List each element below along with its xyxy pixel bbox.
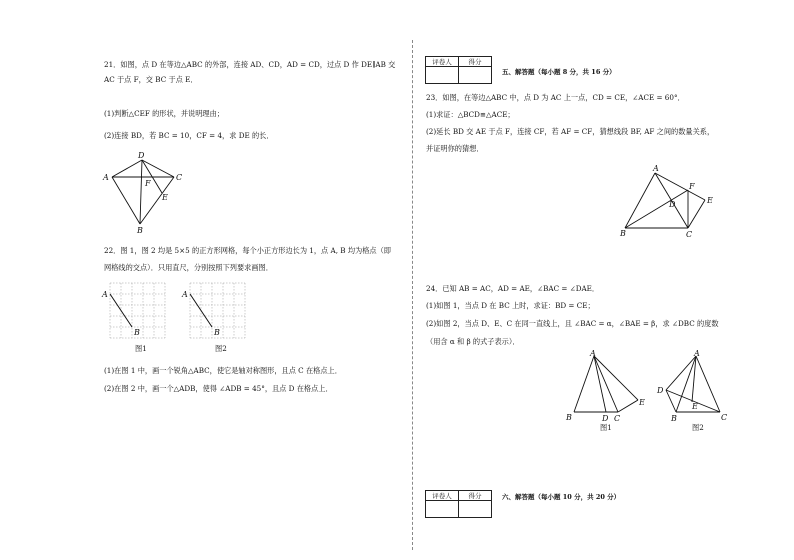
q23-part2b: 并证明你的猜想． [426,144,484,153]
q24-fig2-label-c: C [721,413,728,422]
reviewer-cell: 评卷人 [426,491,459,501]
q23-label-e: E [707,196,713,205]
q24-fig2-label-e: E [692,402,698,411]
q21-line1: 21．如图，点 D 在等边△ABC 的外部，连接 AD、CD，AD = CD，过点 D 作 DE∥AB 交 [104,60,396,69]
q23-label-a: A [653,164,659,173]
q24-fig1-caption: 图1 [600,423,612,432]
q22-fig2-label-a: A [182,290,188,299]
q24-part2a: (2)如图 2，当点 D、E、C 在同一直线上，且 ∠BAC = α，∠BAE = β，求 ∠DBC 的度数 [426,319,719,328]
q23-line1: 23．如图，在等边△ABC 中，点 D 为 AC 上一点，CD = CE，∠ACE = 60°． [426,93,685,102]
q21-label-f: F [145,179,151,188]
q24-fig2-label-a: A [694,349,700,358]
q22-grid-fig2 [182,283,250,345]
reviewer-blank [426,501,459,518]
q22-part2: (2)在图 2 中，画一个△ADB，使得 ∠ADB = 45°，且点 D 在格点上． [104,384,333,393]
q22-line2: 网格线的交点）．只用直尺，分别按照下列要求画图． [104,263,273,272]
score-cell: 得分 [459,491,492,501]
q24-fig1-label-b: B [566,413,572,422]
q22-fig1-label-b: B [134,328,140,337]
q22-line1: 22．图 1，图 2 均是 5×5 的正方形网格，每个小正方形边长为 1，点 A, B 均为格点（即 [104,246,391,255]
q21-label-c: C [176,173,183,182]
q23-part1: (1)求证：△BCD≌△ACE； [426,110,515,119]
section5-title: 五、解答题（每小题 8 分，共 16 分） [502,68,616,76]
q21-label-d: D [138,151,145,160]
q24-part2b: （用含 α 和 β 的式子表示）． [426,337,520,346]
q24-fig1-label-e: E [639,398,645,407]
q24-fig2-label-d: D [657,386,664,395]
q22-fig1-label-a: A [102,290,108,299]
section5-score-table [425,56,492,84]
q24-fig1-label-c: C [614,414,621,423]
column-divider [412,40,413,550]
section6-title: 六、解答题（每小题 10 分，共 20 分） [502,493,621,501]
score-cell: 得分 [459,57,492,67]
q21-line2: AC 于点 F，交 BC 于点 E． [104,75,198,84]
q23-label-b: B [620,229,626,238]
q23-part2a: (2)延长 BD 交 AE 于点 F，连接 CF，若 AF = CF，猜想线段 BF, AF 之间的数量关系， [426,127,715,136]
q24-fig2-caption: 图2 [692,423,704,432]
reviewer-blank [426,67,459,84]
section6-score-table [425,490,492,518]
q21-figure [100,150,190,235]
q21-label-e: E [162,193,168,202]
q24-fig2-label-b: B [671,414,677,423]
q22-fig2-caption: 图2 [215,344,227,353]
q24-figure1 [566,349,646,423]
q23-label-d: D [669,200,676,209]
score-blank[interactable] [459,501,492,518]
q22-fig2-label-b: B [214,328,220,337]
reviewer-cell: 评卷人 [426,57,459,67]
q21-part1: (1)判断△CEF 的形状，并说明理由； [104,109,224,118]
q24-fig1-label-a: A [590,349,596,358]
q24-part1: (1)如图 1，当点 D 在 BC 上时，求证：BD = CE； [426,301,595,310]
score-blank[interactable] [459,67,492,84]
q24-figure2 [656,349,746,423]
q23-label-f: F [689,182,695,191]
q23-label-c: C [686,230,693,239]
q21-part2: (2)连接 BD，若 BC = 10，CF = 4，求 DE 的长． [104,131,274,140]
q22-grid-fig1 [102,283,170,345]
q21-label-b: B [137,226,143,235]
q24-line1: 24．已知 AB = AC，AD = AE，∠BAC = ∠DAE． [426,284,600,293]
q21-label-a: A [103,173,109,182]
q22-fig1-caption: 图1 [135,344,147,353]
q23-figure [620,163,720,238]
q24-fig1-label-d: D [602,414,609,423]
q22-part1: (1)在图 1 中，画一个锐角△ABC，使它是轴对称图形，且点 C 在格点上． [104,366,342,375]
